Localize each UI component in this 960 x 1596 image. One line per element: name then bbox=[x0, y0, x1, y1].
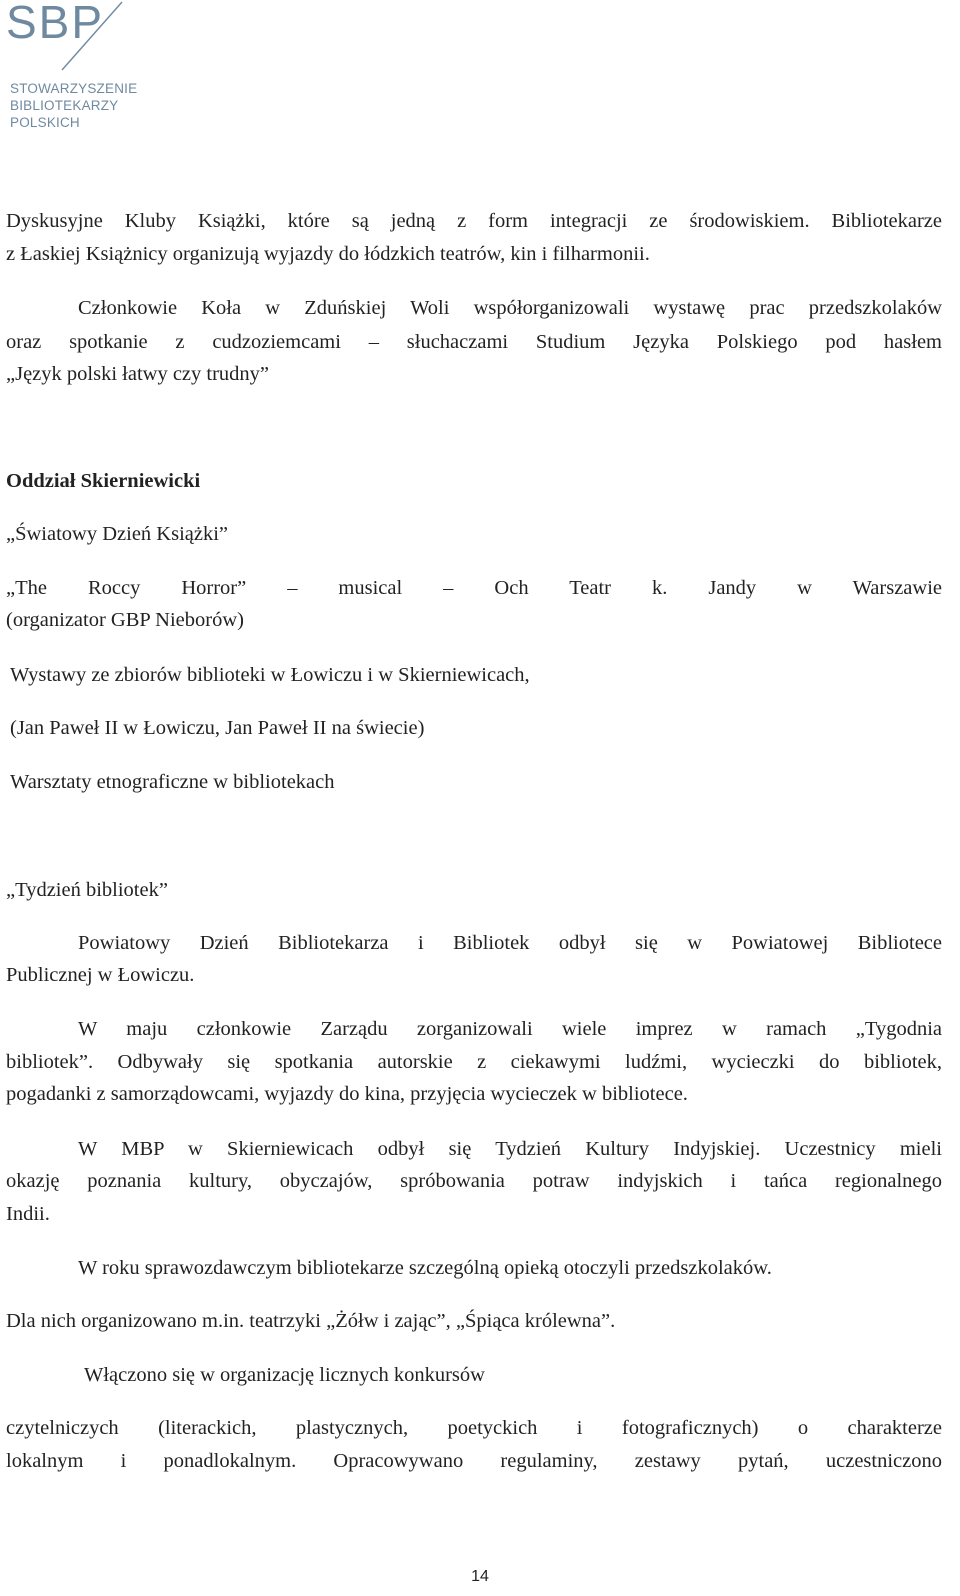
paragraph-3-line-2: Publicznej w Łowiczu. bbox=[6, 964, 195, 986]
logo-line-3: POLSKICH bbox=[10, 115, 80, 130]
logo-line-1: STOWARZYSZENIE bbox=[10, 81, 138, 96]
paragraph-4-line-2: bibliotek”. Odbywały się spotkania autorskie z ciekawymi ludźmi, wycieczki do bibliotek, bbox=[6, 1051, 942, 1073]
page-number: 14 bbox=[471, 1568, 489, 1585]
logo-line-2: BIBLIOTEKARZY bbox=[10, 98, 119, 113]
list-item-3: Wystawy ze zbiorów biblioteki w Łowiczu i w Skierniewicach, bbox=[10, 664, 530, 686]
paragraph-3-line-1: Powiatowy Dzień Bibliotekarza i Bibliotek odbył się w Powiatowej Bibliotece bbox=[78, 932, 942, 954]
list-item-2-line-1: „The Roccy Horror” – musical – Och Teatr k. Jandy w Warszawie bbox=[6, 577, 942, 599]
list-item-5: Warsztaty etnograficzne w bibliotekach bbox=[10, 771, 335, 793]
paragraph-2-line-2: oraz spotkanie z cudzoziemcami – słuchaczami Studium Języka Polskiego pod hasłem bbox=[6, 331, 942, 353]
paragraph-9-line-2: lokalnym i ponadlokalnym. Opracowywano regulaminy, zestawy pytań, uczestniczono bbox=[6, 1450, 942, 1472]
paragraph-4-line-1: W maju członkowie Zarządu zorganizowali wiele imprez w ramach „Tygodnia bbox=[78, 1018, 942, 1040]
paragraph-7: Dla nich organizowano m.in. teatrzyki „Żółw i zając”, „Śpiąca królewna”. bbox=[6, 1310, 616, 1332]
list-item-2-line-2: (organizator GBP Nieborów) bbox=[6, 609, 244, 631]
paragraph-1-line-1: Dyskusyjne Kluby Książki, które są jedną z form integracji ze środowiskiem. Bibliotekarze bbox=[6, 210, 942, 232]
list-item-6: „Tydzień bibliotek” bbox=[6, 879, 168, 901]
paragraph-9-line-1: czytelniczych (literackich, plastycznych, poetyckich i fotograficznych) o charakterze bbox=[6, 1417, 942, 1439]
section-heading: Oddział Skierniewicki bbox=[6, 470, 201, 492]
paragraph-8: Włączono się w organizację licznych konkursów bbox=[84, 1364, 485, 1386]
svg-text:SBP: SBP bbox=[6, 0, 105, 48]
paragraph-1-line-2: z Łaskiej Książnicy organizują wyjazdy do łódzkich teatrów, kin i filharmonii. bbox=[6, 243, 650, 265]
sbp-logo-mark bbox=[4, 0, 144, 78]
sbp-logo bbox=[4, 0, 144, 140]
paragraph-5-line-3: Indii. bbox=[6, 1203, 50, 1225]
paragraph-5-line-1: W MBP w Skierniewicach odbył się Tydzień Kultury Indyjskiej. Uczestnicy mieli bbox=[78, 1138, 942, 1160]
list-item-1: „Światowy Dzień Książki” bbox=[6, 523, 229, 545]
paragraph-5-line-2: okazję poznania kultury, obyczajów, spróbowania potraw indyjskich i tańca regionalnego bbox=[6, 1170, 942, 1192]
paragraph-6: W roku sprawozdawczym bibliotekarze szczególną opieką otoczyli przedszkolaków. bbox=[78, 1257, 772, 1279]
list-item-4: (Jan Paweł II w Łowiczu, Jan Paweł II na świecie) bbox=[10, 717, 425, 739]
paragraph-2-line-3: „Język polski łatwy czy trudny” bbox=[6, 363, 270, 385]
paragraph-2-line-1: Członkowie Koła w Zduńskiej Woli współorganizowali wystawę prac przedszkolaków bbox=[78, 297, 942, 319]
logo-text bbox=[10, 80, 137, 131]
paragraph-4-line-3: pogadanki z samorządowcami, wyjazdy do kina, przyjęcia wycieczek w bibliotece. bbox=[6, 1083, 688, 1105]
